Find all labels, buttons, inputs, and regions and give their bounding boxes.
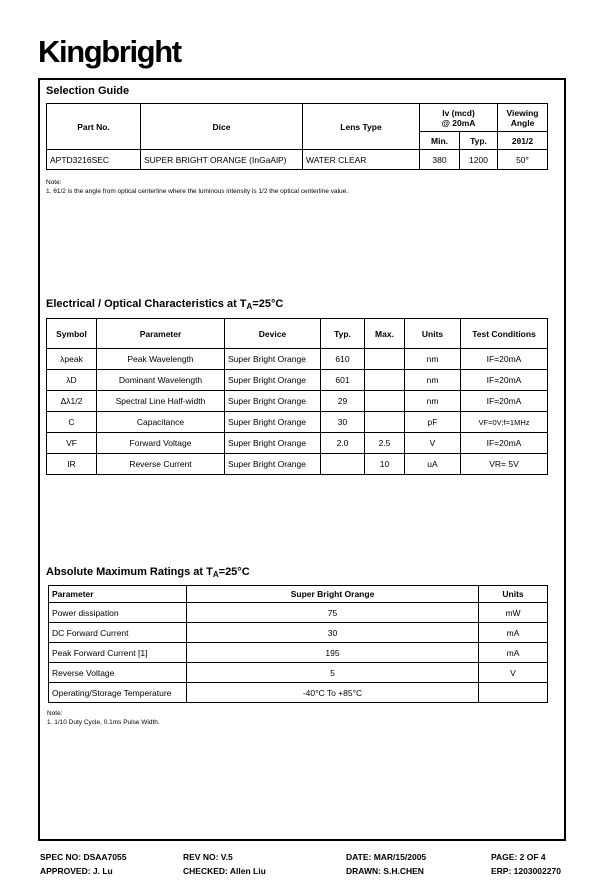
cell-symbol: λpeak — [47, 349, 97, 370]
header-units: Units — [479, 586, 548, 603]
footer-spec-no: SPEC NO: DSAA7055 — [40, 852, 127, 862]
cell-typ: 29 — [321, 391, 365, 412]
footer-page: PAGE: 2 OF 4 — [491, 852, 546, 862]
cell-typ: 2.0 — [321, 433, 365, 454]
brand-logo: Kingbright — [38, 34, 181, 69]
header-view-line2: Angle — [510, 117, 535, 128]
table-row — [47, 370, 548, 391]
absolute-note — [47, 709, 160, 727]
selection-guide-title: Selection Guide — [46, 85, 130, 97]
cell-condition: IF=20mA — [461, 391, 548, 412]
cell-device: Super Bright Orange — [225, 370, 321, 391]
cell-parameter: Peak Forward Current [1] — [49, 643, 187, 663]
cell-parameter: Dominant Wavelength — [97, 370, 225, 391]
absolute-title-prefix: Absolute Maximum Ratings at T — [46, 566, 213, 578]
cell-condition: IF=20mA — [461, 433, 548, 454]
table-row — [47, 349, 548, 370]
absolute-title-sub: A — [212, 570, 219, 579]
cell-parameter: Power dissipation — [49, 603, 187, 623]
header-parameter: Parameter — [49, 586, 187, 603]
cell-max — [365, 349, 405, 370]
cell-units: mW — [479, 603, 548, 623]
cell-symbol: Δλ1/2 — [47, 391, 97, 412]
header-units: Units — [405, 319, 461, 349]
header-super-bright-orange: Super Bright Orange — [187, 586, 479, 603]
cell-units: V — [405, 433, 461, 454]
header-lens-type: Lens Type — [303, 104, 420, 150]
cell-symbol: C — [47, 412, 97, 433]
cell-device: Super Bright Orange — [225, 454, 321, 475]
cell-parameter: Reverse Current — [97, 454, 225, 475]
electrical-table — [46, 318, 548, 475]
header-dice: Dice — [141, 104, 303, 150]
cell-value: 30 — [187, 623, 479, 643]
cell-condition: VF=0V;f=1MHz — [461, 412, 548, 433]
cell-typ: 610 — [321, 349, 365, 370]
cell-value: 75 — [187, 603, 479, 623]
cell-parameter: Forward Voltage — [97, 433, 225, 454]
header-parameter: Parameter — [97, 319, 225, 349]
cell-device: Super Bright Orange — [225, 349, 321, 370]
cell-units: mA — [479, 623, 548, 643]
cell-value: -40°C To +85°C — [187, 683, 479, 703]
table-row — [49, 663, 548, 683]
cell-max — [365, 391, 405, 412]
cell-typ: 1200 — [460, 150, 498, 170]
cell-symbol: IR — [47, 454, 97, 475]
selection-guide-table — [46, 103, 548, 170]
cell-condition: IF=20mA — [461, 349, 548, 370]
cell-parameter: Peak Wavelength — [97, 349, 225, 370]
cell-value: 195 — [187, 643, 479, 663]
cell-typ: 30 — [321, 412, 365, 433]
cell-typ: 601 — [321, 370, 365, 391]
header-max: Max. — [365, 319, 405, 349]
cell-parameter: Reverse Voltage — [49, 663, 187, 683]
footer-drawn: DRAWN: S.H.CHEN — [346, 866, 424, 876]
cell-parameter: Capacitance — [97, 412, 225, 433]
cell-max — [365, 370, 405, 391]
cell-units: pF — [405, 412, 461, 433]
header-test-conditions: Test Conditions — [461, 319, 548, 349]
absolute-title-suffix: =25°C — [218, 566, 250, 578]
cell-units: uA — [405, 454, 461, 475]
header-part-no: Part No. — [47, 104, 141, 150]
cell-dice: SUPER BRIGHT ORANGE (InGaAlP) — [141, 150, 303, 170]
header-view-line1: Viewing — [506, 107, 539, 118]
header-symbol: Symbol — [47, 319, 97, 349]
header-iv-line1: Iv (mcd) — [442, 107, 475, 118]
cell-typ — [321, 454, 365, 475]
electrical-title-prefix: Electrical / Optical Characteristics at T — [46, 298, 247, 310]
selection-note — [46, 178, 348, 196]
cell-min: 380 — [420, 150, 460, 170]
footer-approved: APPROVED: J. Lu — [40, 866, 113, 876]
cell-condition: IF=20mA — [461, 370, 548, 391]
electrical-title-suffix: =25°C — [252, 298, 284, 310]
footer-erp: ERP: 1203002270 — [491, 866, 561, 876]
cell-units: nm — [405, 391, 461, 412]
selection-note-text: 1. θ1/2 is the angle from optical centerline where the luminous intensity is 1/2 the optical centerline value. — [46, 188, 349, 195]
cell-units: mA — [479, 643, 548, 663]
table-row — [49, 603, 548, 623]
header-typ: Typ. — [321, 319, 365, 349]
table-row — [47, 412, 548, 433]
cell-parameter: Operating/Storage Temperature — [49, 683, 187, 703]
cell-max: 2.5 — [365, 433, 405, 454]
absolute-note-label: Note: — [47, 710, 63, 717]
cell-value: 5 — [187, 663, 479, 683]
absolute-note-text: 1. 1/10 Duty Cycle, 0.1ms Pulse Width. — [47, 719, 160, 726]
cell-units: V — [479, 663, 548, 683]
cell-units: nm — [405, 349, 461, 370]
header-iv — [420, 104, 498, 132]
header-viewing-angle — [498, 104, 548, 132]
cell-units: nm — [405, 370, 461, 391]
cell-device: Super Bright Orange — [225, 391, 321, 412]
header-device: Device — [225, 319, 321, 349]
table-row — [47, 454, 548, 475]
absolute-title — [46, 566, 250, 578]
cell-device: Super Bright Orange — [225, 433, 321, 454]
cell-symbol: VF — [47, 433, 97, 454]
cell-units — [479, 683, 548, 703]
cell-symbol: λD — [47, 370, 97, 391]
footer-rev-no: REV NO: V.5 — [183, 852, 233, 862]
footer-date: DATE: MAR/15/2005 — [346, 852, 427, 862]
table-row — [49, 623, 548, 643]
table-row — [47, 391, 548, 412]
cell-parameter: Spectral Line Half-width — [97, 391, 225, 412]
footer-checked: CHECKED: Allen Liu — [183, 866, 266, 876]
cell-max: 10 — [365, 454, 405, 475]
header-view-sub: 2θ1/2 — [498, 132, 548, 150]
electrical-title-sub: A — [246, 302, 253, 311]
header-min: Min. — [420, 132, 460, 150]
selection-note-label: Note: — [46, 179, 62, 186]
cell-device: Super Bright Orange — [225, 412, 321, 433]
table-row — [49, 683, 548, 703]
cell-max — [365, 412, 405, 433]
cell-angle: 50° — [498, 150, 548, 170]
cell-parameter: DC Forward Current — [49, 623, 187, 643]
cell-condition: VR= 5V — [461, 454, 548, 475]
electrical-title — [46, 298, 283, 310]
header-typ: Typ. — [460, 132, 498, 150]
table-row — [49, 643, 548, 663]
table-row — [47, 433, 548, 454]
table-row — [47, 150, 548, 170]
cell-part-no: APTD3216SEC — [47, 150, 141, 170]
absolute-table — [48, 585, 548, 703]
header-iv-line2: @ 20mA — [441, 117, 476, 128]
cell-lens: WATER CLEAR — [303, 150, 420, 170]
